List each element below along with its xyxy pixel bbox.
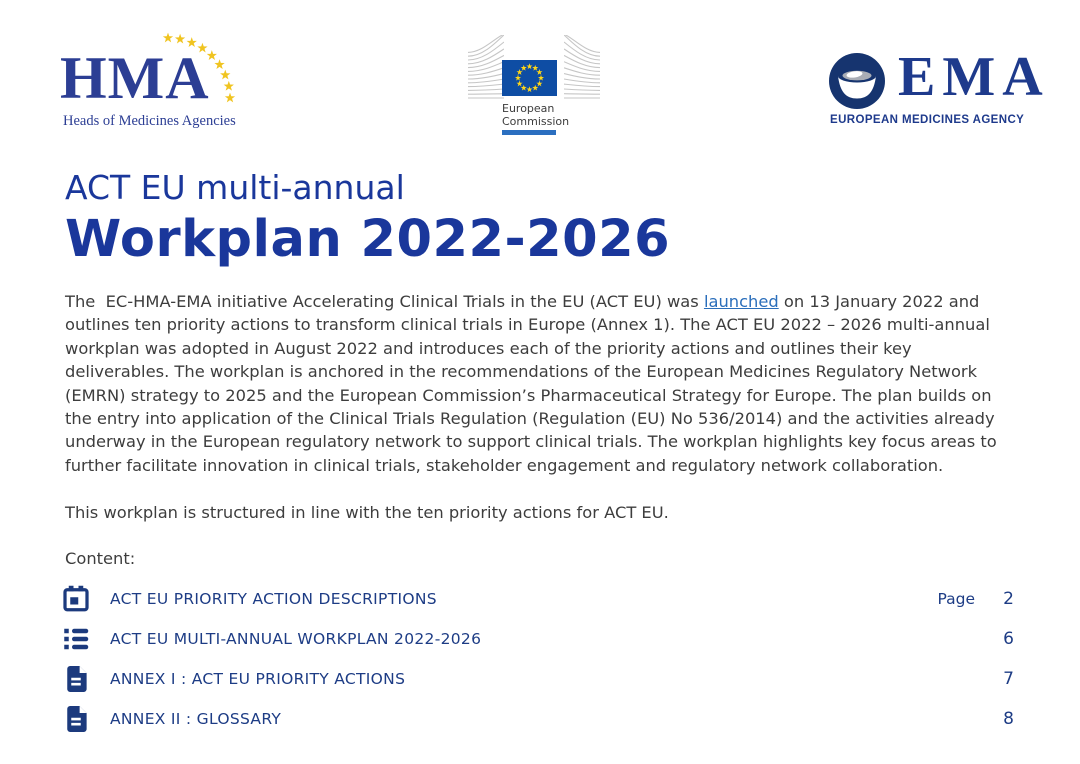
intro-text-before-link: The EC-HMA-EMA initiative Accelerating Clinical Trials in the EU (ACT EU) was [65,292,704,311]
ec-wordmark-line1: European [502,102,555,115]
toc-page-number: 7 [1003,668,1014,689]
document-icon [61,704,91,734]
toc-item-1[interactable] [61,579,1014,619]
ec-blue-bar [502,130,556,135]
ec-wordmark-line2: Commission [502,115,570,128]
hma-acronym: HMA [60,45,210,111]
title-eyebrow: ACT EU multi-annual [65,168,405,207]
table-of-contents [61,579,1014,739]
ema-subtitle: EUROPEAN MEDICINES AGENCY [830,114,1025,126]
logo-band [0,0,1080,148]
content-label: Content: [65,548,136,568]
toc-item-label: ANNEX I : ACT EU PRIORITY ACTIONS [110,669,406,688]
ema-mortar-icon [828,52,886,110]
toc-page-number: 6 [1003,628,1014,649]
list-icon [61,624,91,654]
intro-paragraph [65,290,1014,477]
structure-paragraph: This workplan is structured in line with the ten priority actions for ACT EU. [65,503,669,523]
ema-logo [828,46,1050,132]
toc-item-4[interactable] [61,699,1014,739]
intro-text-after-link: on 13 January 2022 and outlines ten priority actions to transform clinical trials in Europe (Annex 1). The ACT EU 2022 – 2026 multi-annual workplan was adopted in August 2022 and introduces each of the priority actions and outlines their key deliverables. The workplan is anchored in the recommendations of the European Medicines Regulatory Network (EMRN) strategy to 2025 and the European Commission’s Pharmaceutical Strategy for Europe. The plan builds on the entry into application of the Clinical Trials Regulation (Regulation (EU) No 536/2014) and the activities already underway in the European regulatory network to support clinical trials. The workplan highlights key focus areas to further facilitate innovation in clinical trials, stakeholder engagement and regulatory network collaboration. [65,292,997,475]
ec-pages-right-icon [564,35,600,101]
hma-subtitle: Heads of Medicines Agencies [63,113,236,129]
toc-page-column-label: Page [937,589,975,608]
page-title: Workplan 2022-2026 [65,210,671,269]
toc-item-label: ACT EU MULTI-ANNUAL WORKPLAN 2022-2026 [110,629,482,648]
hma-logo [58,26,238,138]
document-icon [61,664,91,694]
toc-item-2[interactable] [61,619,1014,659]
calendar-icon [61,584,91,614]
toc-item-label: ACT EU PRIORITY ACTION DESCRIPTIONS [110,589,437,608]
toc-page-number: 8 [1003,708,1014,729]
ec-pages-left-icon [468,35,504,101]
toc-page-number: 2 [1003,588,1014,609]
document-content [0,168,1080,739]
launched-link[interactable]: launched [703,292,779,311]
toc-item-label: ANNEX II : GLOSSARY [110,709,282,728]
toc-item-3[interactable] [61,659,1014,699]
european-commission-logo [455,30,655,130]
ec-wordmark [502,102,569,128]
eu-flag-icon [502,60,557,96]
ema-acronym: EMA [898,46,1050,108]
